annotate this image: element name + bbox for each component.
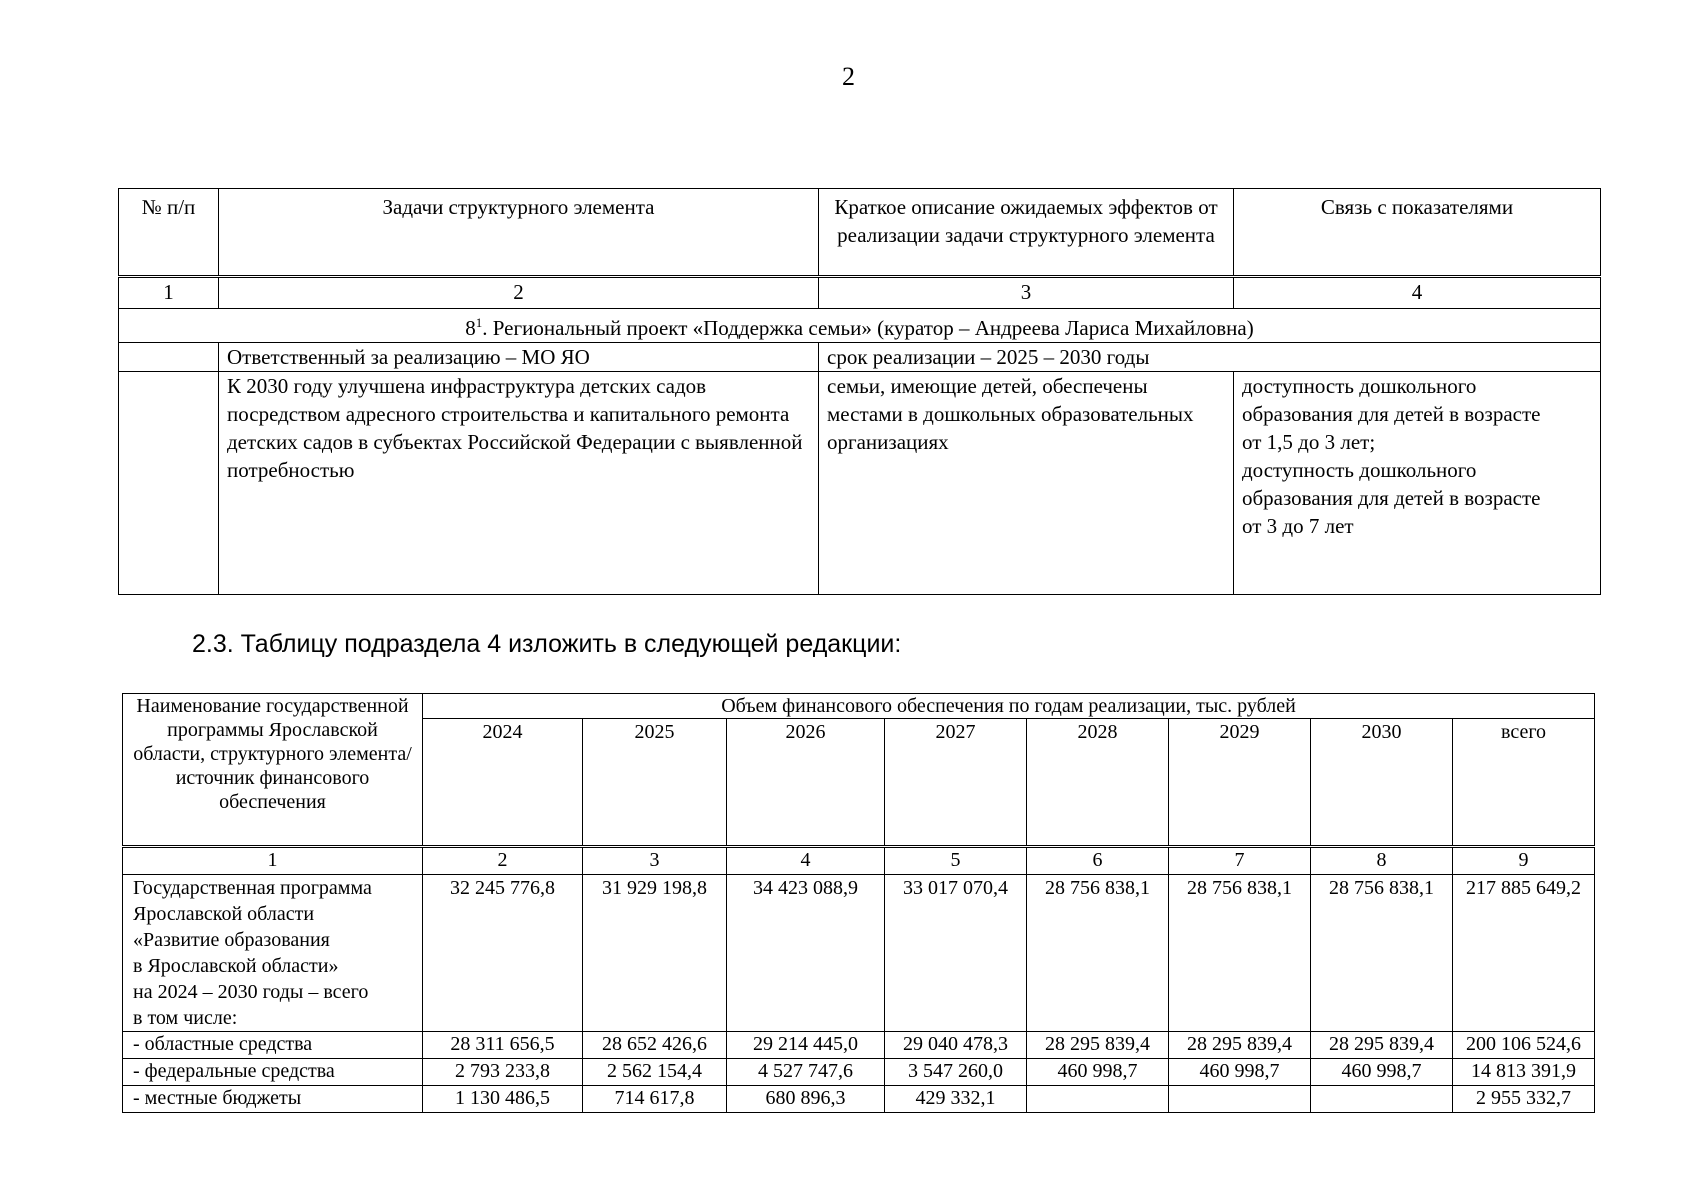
table2-colnum: 1 <box>123 847 423 875</box>
project-title: . Региональный проект «Поддержка семьи» (куратор – Андреева Лариса Михайловна) <box>482 316 1254 340</box>
table1-column-numbers-row <box>119 277 1601 309</box>
source-name: - местные бюджеты <box>123 1086 423 1113</box>
table2-colnum: 5 <box>885 847 1027 875</box>
table2-colnum: 8 <box>1311 847 1453 875</box>
table1-header-indicators: Связь с показателями <box>1234 189 1601 277</box>
source-value: 28 295 839,4 <box>1311 1032 1453 1059</box>
program-name-line: в том числе: <box>133 1007 238 1029</box>
regional-funds-row <box>123 1032 1595 1059</box>
source-value: 460 998,7 <box>1169 1059 1311 1086</box>
federal-funds-row <box>123 1059 1595 1086</box>
indicator-line: от 1,5 до 3 лет; <box>1242 430 1376 454</box>
source-value: 460 998,7 <box>1311 1059 1453 1086</box>
source-name: - федеральные средства <box>123 1059 423 1086</box>
table2-colnum: 9 <box>1453 847 1595 875</box>
indicators-cell <box>1234 372 1601 595</box>
program-value: 28 756 838,1 <box>1169 875 1311 1032</box>
table1-header-tasks: Задачи структурного элемента <box>219 189 819 277</box>
responsible-row <box>119 343 1601 372</box>
year-header: 2029 <box>1169 719 1311 847</box>
responsible-text: Ответственный за реализацию – МО ЯО <box>219 343 819 372</box>
program-value: 31 929 198,8 <box>583 875 727 1032</box>
empty-cell <box>119 343 219 372</box>
name-header: Наименование государственной программы Ярославской области, структурного элемента/ источник финансового обеспечения <box>123 694 423 847</box>
program-value: 34 423 088,9 <box>727 875 885 1032</box>
program-name-line: «Развитие образования <box>133 929 330 951</box>
program-total-row <box>123 875 1595 1032</box>
program-name-line: в Ярославской области» <box>133 955 339 977</box>
year-header: 2024 <box>423 719 583 847</box>
source-value <box>1169 1086 1311 1113</box>
structural-element-tasks-table <box>118 188 1601 595</box>
source-total-value: 14 813 391,9 <box>1453 1059 1595 1086</box>
program-name-line: Ярославской области <box>133 903 315 925</box>
table1-colnum: 3 <box>819 277 1234 309</box>
program-total-value: 217 885 649,2 <box>1453 875 1595 1032</box>
table1-colnum: 1 <box>119 277 219 309</box>
source-value: 29 040 478,3 <box>885 1032 1027 1059</box>
volume-header: Объем финансового обеспечения по годам реализации, тыс. рублей <box>423 694 1595 719</box>
effect-text: семьи, имеющие детей, обеспечены местами в дошкольных образовательных организациях <box>819 372 1234 595</box>
table1-header-number: № п/п <box>119 189 219 277</box>
source-value: 1 130 486,5 <box>423 1086 583 1113</box>
source-value <box>1027 1086 1169 1113</box>
financing-header-row <box>123 694 1595 719</box>
program-name-cell <box>123 875 423 1032</box>
project-number: 8 <box>465 316 476 340</box>
financing-table <box>122 693 1595 1113</box>
year-header: 2028 <box>1027 719 1169 847</box>
task-text: К 2030 году улучшена инфраструктура детских садов посредством адресного строительства и капитального ремонта детских садов в субъектах Российской Федерации с выявленной потребностью <box>219 372 819 595</box>
program-name-line: Государственная программа <box>133 877 372 899</box>
program-value: 28 756 838,1 <box>1311 875 1453 1032</box>
project-title-cell <box>119 309 1601 343</box>
source-value: 28 311 656,5 <box>423 1032 583 1059</box>
source-value: 28 295 839,4 <box>1169 1032 1311 1059</box>
table2-colnum: 2 <box>423 847 583 875</box>
term-text: срок реализации – 2025 – 2030 годы <box>819 343 1601 372</box>
program-value: 28 756 838,1 <box>1027 875 1169 1032</box>
source-total-value: 200 106 524,6 <box>1453 1032 1595 1059</box>
page-number: 2 <box>842 62 855 91</box>
source-value: 714 617,8 <box>583 1086 727 1113</box>
indicator-line: доступность дошкольного образования для детей в возрасте <box>1242 458 1541 510</box>
source-total-value: 2 955 332,7 <box>1453 1086 1595 1113</box>
year-header: 2030 <box>1311 719 1453 847</box>
table1-header-row <box>119 189 1601 277</box>
year-header: 2025 <box>583 719 727 847</box>
local-budgets-row <box>123 1086 1595 1113</box>
table1-colnum: 2 <box>219 277 819 309</box>
year-header: 2026 <box>727 719 885 847</box>
source-value: 680 896,3 <box>727 1086 885 1113</box>
task-row <box>119 372 1601 595</box>
source-value: 3 547 260,0 <box>885 1059 1027 1086</box>
table2-colnum: 6 <box>1027 847 1169 875</box>
section-title: 2.3. Таблицу подраздела 4 изложить в следующей редакции: <box>192 630 902 658</box>
table1-header-effects: Краткое описание ожидаемых эффектов от реализации задачи структурного элемента <box>819 189 1234 277</box>
project-number-superscript: 1 <box>475 315 483 330</box>
total-header: всего <box>1453 719 1595 847</box>
source-value: 429 332,1 <box>885 1086 1027 1113</box>
indicator-line: доступность дошкольного образования для детей в возрасте <box>1242 374 1541 426</box>
source-value: 460 998,7 <box>1027 1059 1169 1086</box>
table2-colnum: 7 <box>1169 847 1311 875</box>
source-value: 28 295 839,4 <box>1027 1032 1169 1059</box>
program-value: 33 017 070,4 <box>885 875 1027 1032</box>
empty-cell <box>119 372 219 595</box>
indicator-line: от 3 до 7 лет <box>1242 514 1354 538</box>
table2-column-numbers-row <box>123 847 1595 875</box>
table1-colnum: 4 <box>1234 277 1601 309</box>
source-value: 2 562 154,4 <box>583 1059 727 1086</box>
source-value: 29 214 445,0 <box>727 1032 885 1059</box>
project-row <box>119 309 1601 343</box>
year-header: 2027 <box>885 719 1027 847</box>
source-name: - областные средства <box>123 1032 423 1059</box>
source-value: 4 527 747,6 <box>727 1059 885 1086</box>
program-value: 32 245 776,8 <box>423 875 583 1032</box>
source-value: 2 793 233,8 <box>423 1059 583 1086</box>
source-value: 28 652 426,6 <box>583 1032 727 1059</box>
program-name-line: на 2024 – 2030 годы – всего <box>133 981 369 1003</box>
table2-colnum: 4 <box>727 847 885 875</box>
source-value <box>1311 1086 1453 1113</box>
table2-colnum: 3 <box>583 847 727 875</box>
